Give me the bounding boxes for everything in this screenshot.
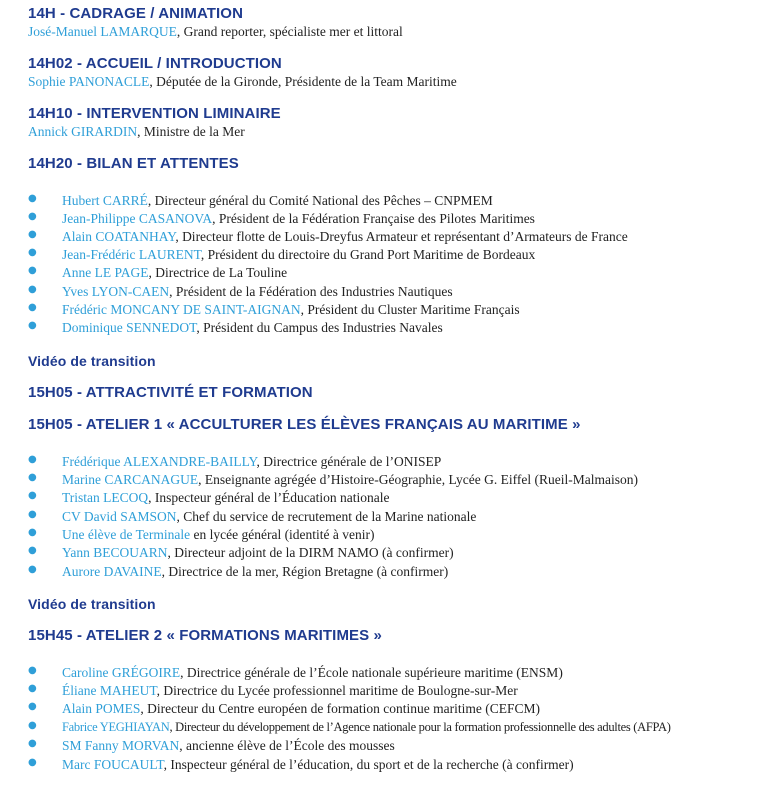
list-item xyxy=(28,247,536,263)
bullet-dot-icon: ● xyxy=(28,490,37,501)
speaker-role: , Président du Campus des Industries Navales xyxy=(196,320,443,335)
speaker-name: Hubert CARRÉ xyxy=(62,193,148,208)
speaker-name: Jean-Philippe CASANOVA xyxy=(62,211,213,226)
list-item xyxy=(28,454,442,470)
list-item xyxy=(28,757,574,773)
speaker-role: en lycée général (identité à venir) xyxy=(190,527,375,542)
bullet-dot-icon: ● xyxy=(28,757,37,768)
speaker-role: , Inspecteur général de l’éducation, du sport et de la recherche (à confirmer) xyxy=(163,757,574,772)
bullet-dot-icon: ● xyxy=(28,665,37,676)
speaker-role: , Députée de la Gironde, Présidente de la Team Maritime xyxy=(149,74,457,89)
list-item xyxy=(28,509,477,525)
list-item xyxy=(28,320,443,336)
bullet-dot-icon: ● xyxy=(28,527,37,538)
speaker-role: , Directrice de La Touline xyxy=(148,265,288,280)
speaker-role: , Président du Cluster Maritime Français xyxy=(300,302,520,317)
speaker-name: Alain POMES xyxy=(62,701,141,716)
speaker-name: Sophie PANONACLE xyxy=(28,74,150,89)
bullet-dot-icon: ● xyxy=(28,302,37,313)
speaker-role: , Directeur du Centre européen de formation continue maritime (CEFCM) xyxy=(140,701,541,716)
speaker-name: Annick GIRARDIN xyxy=(28,124,138,139)
list-item xyxy=(28,545,454,561)
speaker-role: , Enseignante agrégée d’Histoire-Géographie, Lycée G. Eiffel (Rueil-Malmaison) xyxy=(198,472,638,487)
speaker-name: Une élève de Terminale xyxy=(62,527,191,542)
bullet-dot-icon: ● xyxy=(28,720,37,731)
speaker-role: , Grand reporter, spécialiste mer et littoral xyxy=(176,24,403,39)
speaker-role: , Directeur du développement de l’Agence nationale pour la formation professionnelle des adultes (AFPA) xyxy=(169,720,671,734)
speaker-line xyxy=(28,74,457,90)
video-transition-label: Vidéo de transition xyxy=(28,353,156,369)
speaker-role: , Directeur flotte de Louis-Dreyfus Armateur et représentant d’Armateurs de France xyxy=(175,229,628,244)
speaker-line xyxy=(28,124,245,140)
speaker-name: Caroline GRÉGOIRE xyxy=(62,665,181,680)
bullet-dot-icon: ● xyxy=(28,320,37,331)
bullet-dot-icon: ● xyxy=(28,211,37,222)
speaker-name: Yann BECOUARN xyxy=(62,545,168,560)
speaker-name: SM Fanny MORVAN xyxy=(62,738,180,753)
speaker-name: Marine CARCANAGUE xyxy=(62,472,199,487)
speaker-line xyxy=(28,24,403,40)
bullet-dot-icon: ● xyxy=(28,509,37,520)
speaker-name: Tristan LECOQ xyxy=(62,490,149,505)
list-item xyxy=(28,665,563,681)
list-item xyxy=(28,564,449,580)
speaker-role: , Président de la Fédération Française des Pilotes Maritimes xyxy=(212,211,535,226)
speaker-role: , Directeur général du Comité National des Pêches – CNPMEM xyxy=(147,193,493,208)
speaker-name: Yves LYON-CAEN xyxy=(62,284,170,299)
list-item xyxy=(28,302,520,318)
speaker-role: , Directeur adjoint de la DIRM NAMO (à confirmer) xyxy=(167,545,454,560)
speaker-role: , Inspecteur général de l’Éducation nationale xyxy=(148,490,390,505)
list-item xyxy=(28,738,395,754)
list-item xyxy=(28,472,638,488)
list-item xyxy=(28,284,453,300)
speaker-role: , Ministre de la Mer xyxy=(137,124,245,139)
bullet-dot-icon: ● xyxy=(28,472,37,483)
speaker-role: , Directrice du Lycée professionnel maritime de Boulogne-sur-Mer xyxy=(156,683,518,698)
section-heading: 14H10 - INTERVENTION LIMINAIRE xyxy=(28,105,281,122)
speaker-name: Aurore DAVAINE xyxy=(62,564,162,579)
speaker-name: Alain COATANHAY xyxy=(62,229,176,244)
bullet-dot-icon: ● xyxy=(28,454,37,465)
speaker-role: , ancienne élève de l’École des mousses xyxy=(179,738,395,753)
speaker-name: Jean-Frédéric LAURENT xyxy=(62,247,201,262)
speaker-name: José-Manuel LAMARQUE xyxy=(28,24,177,39)
bullet-dot-icon: ● xyxy=(28,701,37,712)
speaker-name: Frédéric MONCANY DE SAINT-AIGNAN xyxy=(62,302,301,317)
speaker-role: , Président de la Fédération des Industries Nautiques xyxy=(169,284,453,299)
speaker-name: Frédérique ALEXANDRE-BAILLY xyxy=(62,454,257,469)
section-heading: 15H05 - ATELIER 1 « ACCULTURER LES ÉLÈVES FRANÇAIS AU MARITIME » xyxy=(28,416,581,433)
bullet-dot-icon: ● xyxy=(28,564,37,575)
bullet-dot-icon: ● xyxy=(28,284,37,295)
video-transition-label: Vidéo de transition xyxy=(28,596,156,612)
bullet-dot-icon: ● xyxy=(28,229,37,240)
speaker-name: Marc FOUCAULT xyxy=(62,757,164,772)
list-item xyxy=(28,211,535,227)
bullet-dot-icon: ● xyxy=(28,545,37,556)
speaker-role: , Directrice générale de l’École nationale supérieure maritime (ENSM) xyxy=(180,665,563,680)
list-item xyxy=(28,683,518,699)
list-item xyxy=(28,490,390,506)
bullet-dot-icon: ● xyxy=(28,738,37,749)
bullet-dot-icon: ● xyxy=(28,193,37,204)
speaker-role: , Chef du service de recrutement de la Marine nationale xyxy=(176,509,477,524)
list-item xyxy=(28,193,493,209)
section-heading: 14H - CADRAGE / ANIMATION xyxy=(28,5,244,22)
list-item xyxy=(28,701,541,717)
speaker-name: Fabrice YEGHIAYAN xyxy=(62,720,170,734)
bullet-dot-icon: ● xyxy=(28,683,37,694)
speaker-role: , Directrice générale de l’ONISEP xyxy=(256,454,442,469)
bullet-dot-icon: ● xyxy=(28,265,37,276)
section-heading: 15H45 - ATELIER 2 « FORMATIONS MARITIMES » xyxy=(28,627,382,644)
speaker-name: Anne LE PAGE xyxy=(62,265,149,280)
speaker-name: Dominique SENNEDOT xyxy=(62,320,197,335)
section-heading: 14H02 - ACCUEIL / INTRODUCTION xyxy=(28,55,282,72)
speaker-role: , Président du directoire du Grand Port Maritime de Bordeaux xyxy=(200,247,536,262)
list-item xyxy=(28,527,375,543)
speaker-role: , Directrice de la mer, Région Bretagne (à confirmer) xyxy=(161,564,449,579)
list-item xyxy=(28,265,288,281)
section-heading: 15H05 - ATTRACTIVITÉ ET FORMATION xyxy=(28,384,313,401)
list-item xyxy=(28,229,628,245)
bullet-dot-icon: ● xyxy=(28,247,37,258)
speaker-name: CV David SAMSON xyxy=(62,509,177,524)
speaker-name: Éliane MAHEUT xyxy=(62,683,157,698)
section-heading: 14H20 - BILAN ET ATTENTES xyxy=(28,155,239,172)
list-item xyxy=(28,720,671,735)
